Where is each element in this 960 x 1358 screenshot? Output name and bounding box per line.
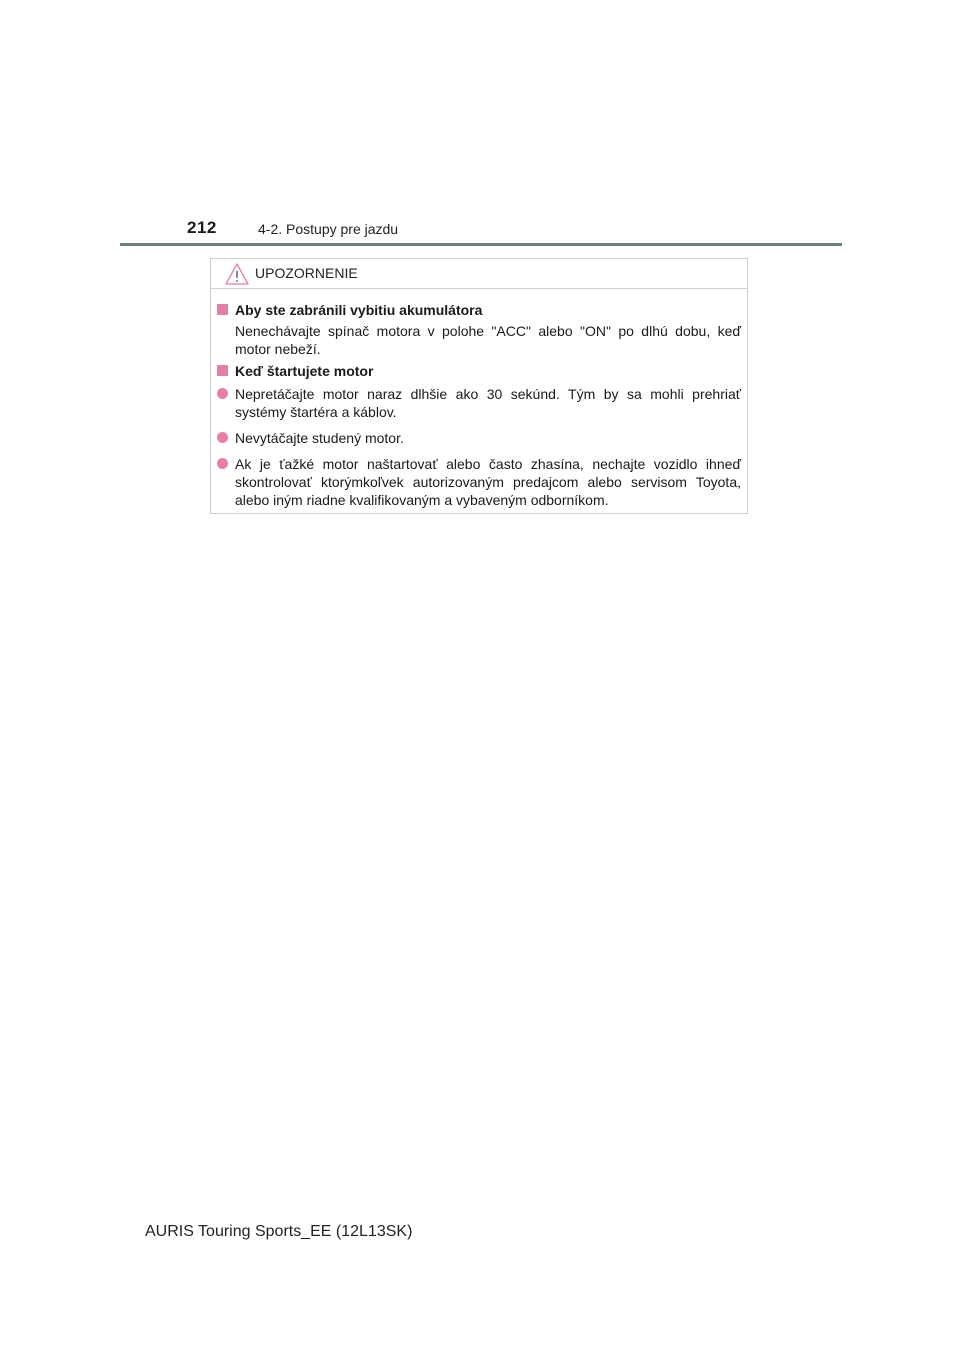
list-item xyxy=(217,385,741,421)
warning-header xyxy=(211,259,747,289)
warning-triangle-icon xyxy=(225,263,249,285)
warning-body xyxy=(211,289,747,509)
list-item xyxy=(217,429,741,447)
square-bullet-icon xyxy=(217,365,228,376)
list-item xyxy=(217,455,741,509)
dot-bullet-icon xyxy=(217,432,228,443)
footer-model-code: AURIS Touring Sports_EE (12L13SK) xyxy=(145,1223,413,1240)
warning-box xyxy=(210,258,748,514)
dot-bullet-icon xyxy=(217,458,228,469)
square-bullet-icon xyxy=(217,304,228,315)
section-title: 4-2. Postupy pre jazdu xyxy=(258,221,399,237)
heading-text: Keď štartujete motor xyxy=(235,363,374,379)
heading-text: Aby ste zabránili vybitiu akumulátora xyxy=(235,302,483,318)
header-divider xyxy=(120,243,842,246)
section-heading xyxy=(217,301,741,319)
section-heading xyxy=(217,362,741,380)
warning-title: UPOZORNENIE xyxy=(255,265,358,281)
list-item-text: Nepretáčajte motor naraz dlhšie ako 30 sekúnd. Tým by sa mohli prehriať systémy štartéra a káblov. xyxy=(235,386,741,420)
section-paragraph: Nenechávajte spínač motora v polohe "ACC" alebo "ON" po dlhú dobu, keď motor nebeží. xyxy=(235,323,741,357)
list-item-text: Ak je ťažké motor naštartovať alebo často zhasína, nechajte vozidlo ihneď skontrolovať ktorýmkoľvek autorizovaným predajcom alebo servisom Toyota, alebo iným riadne kvalifikovaným a vybaveným odborníkom. xyxy=(235,456,741,508)
list-item-text: Nevytáčajte studený motor. xyxy=(235,430,404,446)
page-number: 212 xyxy=(187,218,217,237)
dot-bullet-icon xyxy=(217,388,228,399)
